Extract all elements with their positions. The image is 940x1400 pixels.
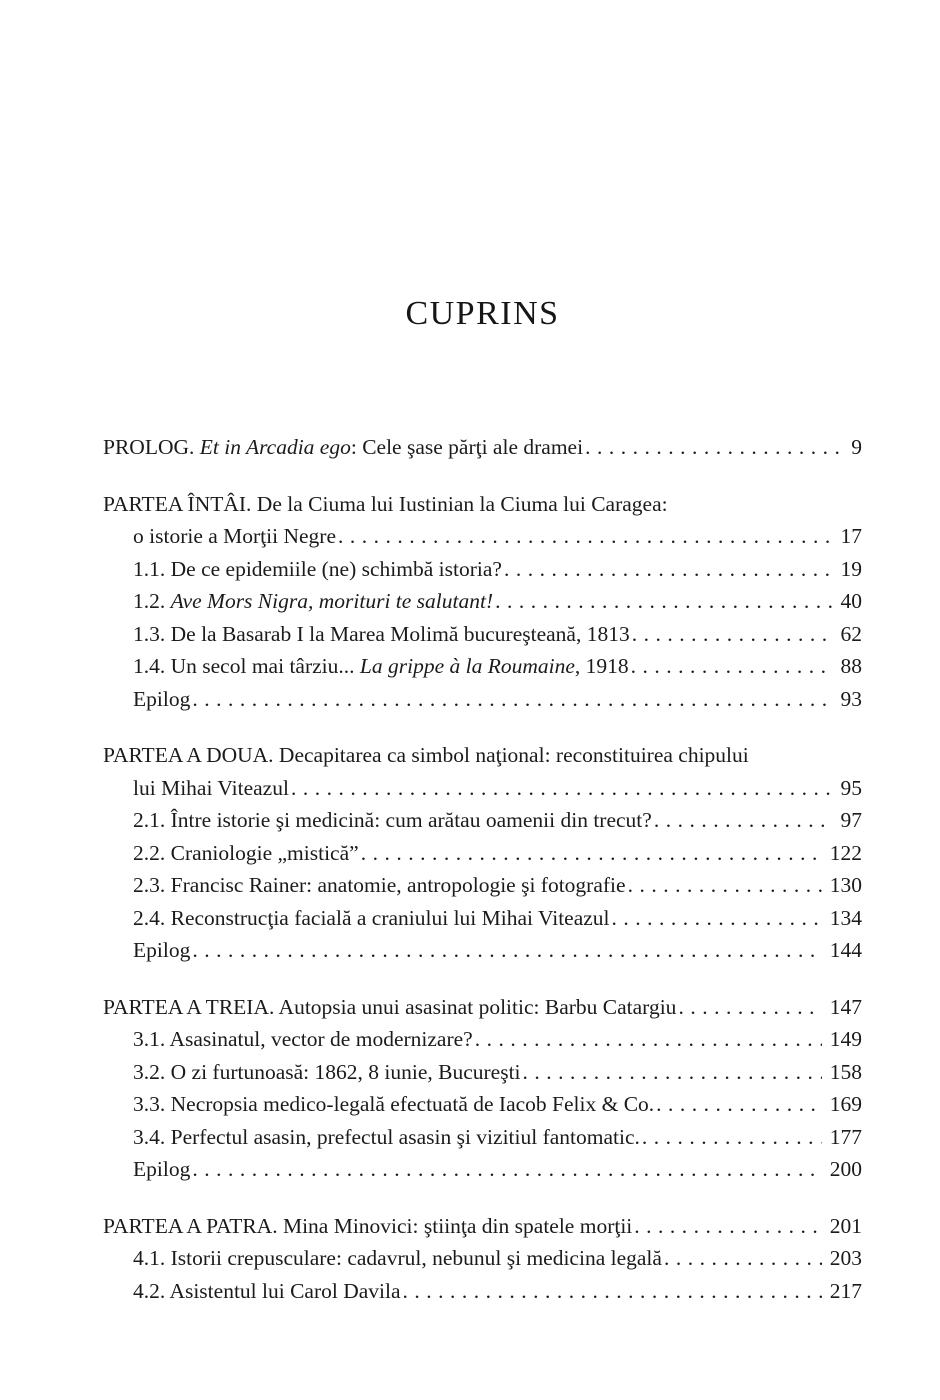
entry-segment: 2.2. Craniologie „mistică” bbox=[133, 840, 359, 865]
toc-entry bbox=[103, 772, 862, 805]
page-number: 93 bbox=[840, 686, 862, 711]
entry-segment: lui Mihai Viteazul bbox=[133, 775, 289, 800]
page-number: 122 bbox=[829, 840, 862, 865]
entry-segment: Epilog bbox=[133, 686, 191, 711]
page-number: 130 bbox=[829, 873, 862, 897]
dot-leader bbox=[495, 585, 832, 618]
dot-leader bbox=[504, 553, 833, 586]
page-number: 134 bbox=[829, 905, 862, 930]
entry-text bbox=[103, 1210, 632, 1243]
dot-leader bbox=[338, 520, 832, 553]
toc-entry bbox=[103, 431, 862, 464]
toc-entry bbox=[103, 804, 862, 837]
entry-text bbox=[133, 650, 629, 683]
entry-segment: 1.4. Un secol mai târziu... bbox=[133, 654, 360, 678]
toc-entry bbox=[103, 1275, 862, 1308]
toc-entry bbox=[103, 488, 862, 521]
entry-text bbox=[133, 804, 652, 837]
page-number: 19 bbox=[840, 556, 862, 581]
dot-leader bbox=[192, 683, 832, 716]
toc-entry bbox=[103, 683, 862, 716]
toc-entry bbox=[103, 869, 862, 902]
entry-segment: PARTEA A TREIA. Autopsia unui asasinat politic: Barbu Catargiu bbox=[103, 994, 677, 1019]
dot-leader bbox=[192, 934, 821, 967]
dot-leader bbox=[634, 1210, 821, 1243]
dot-leader bbox=[192, 1153, 821, 1186]
entry-text bbox=[133, 520, 336, 553]
toc-list bbox=[103, 431, 862, 1307]
page-number: 97 bbox=[840, 808, 862, 832]
entry-segment: o istorie a Morţii Negre bbox=[133, 524, 337, 548]
toc-entry bbox=[103, 739, 862, 772]
toc-entry bbox=[103, 1121, 862, 1154]
entry-segment: PARTEA A DOUA. Decapitarea ca simbol naţional: reconstituirea chipului bbox=[103, 743, 749, 767]
entry-segment: 1.3. De la Basarab I la Marea Molimă bucureşteană, 1813 bbox=[133, 621, 630, 646]
entry-segment: 2.3. Francisc Rainer: anatomie, antropologie şi fotografie bbox=[133, 873, 626, 897]
entry-segment: Et in Arcadia ego bbox=[199, 435, 351, 459]
entry-segment: PARTEA A PATRA. Mina Minovici: ştiinţa din spatele morţii bbox=[103, 1213, 633, 1238]
dot-leader bbox=[678, 991, 821, 1024]
dot-leader bbox=[612, 902, 822, 935]
toc-entry bbox=[103, 1023, 862, 1056]
entry-segment: PROLOG. bbox=[103, 435, 200, 459]
entry-segment: 3.1. Asasinatul, vector de modernizare? bbox=[133, 1027, 473, 1051]
entry-text bbox=[133, 683, 190, 716]
entry-segment: 2.4. Reconstrucţia facială a craniului lui Mihai Viteazul bbox=[133, 905, 610, 930]
dot-leader bbox=[628, 869, 822, 902]
entry-segment: 3.4. Perfectul asasin, prefectul asasin şi vizitiul fantomatic. bbox=[133, 1124, 640, 1149]
page-number: 203 bbox=[829, 1246, 862, 1270]
entry-text bbox=[133, 618, 630, 651]
dot-leader bbox=[631, 650, 833, 683]
toc-entry bbox=[103, 934, 862, 967]
dot-leader bbox=[632, 618, 833, 651]
dot-leader bbox=[642, 1121, 822, 1154]
page-number: 149 bbox=[829, 1027, 862, 1051]
toc-entry bbox=[103, 1056, 862, 1089]
toc-entry bbox=[103, 837, 862, 870]
page-number: 147 bbox=[829, 994, 862, 1019]
entry-text bbox=[133, 585, 493, 618]
entry-segment: 4.1. Istorii crepusculare: cadavrul, nebunul şi medicina legală bbox=[133, 1246, 662, 1270]
entry-text bbox=[133, 869, 626, 902]
page-number: 200 bbox=[829, 1157, 862, 1181]
entry-text bbox=[133, 772, 289, 805]
entry-segment: , 1918 bbox=[574, 654, 629, 678]
page-number: 158 bbox=[829, 1059, 862, 1084]
page-number: 17 bbox=[840, 524, 862, 548]
entry-segment: PARTEA ÎNTÂI. De la Ciuma lui Iustinian la Ciuma lui Caragea: bbox=[103, 491, 668, 516]
entry-segment: 1.1. De ce epidemiile (ne) schimbă istoria? bbox=[133, 556, 502, 581]
toc-entry bbox=[103, 1210, 862, 1243]
toc-entry bbox=[103, 553, 862, 586]
entry-text bbox=[133, 1056, 521, 1089]
dot-leader bbox=[403, 1275, 822, 1308]
page-number: 95 bbox=[840, 775, 862, 800]
entry-text bbox=[133, 934, 190, 967]
page-number: 177 bbox=[829, 1124, 862, 1149]
page-title: CUPRINS bbox=[405, 295, 560, 332]
page-number: 144 bbox=[829, 938, 862, 962]
toc-entry bbox=[103, 618, 862, 651]
dot-leader bbox=[291, 772, 833, 805]
page-number: 9 bbox=[851, 435, 862, 459]
toc-entry bbox=[103, 1088, 862, 1121]
toc-entry bbox=[103, 991, 862, 1024]
entry-segment: 3.3. Necropsia medico-legală efectuată de Iacob Felix & Co. bbox=[133, 1092, 655, 1116]
entry-text bbox=[133, 1121, 640, 1154]
dot-leader bbox=[361, 837, 822, 870]
toc-entry bbox=[103, 1242, 862, 1275]
entry-segment: La grippe à la Roumaine bbox=[359, 654, 575, 678]
page-number: 169 bbox=[829, 1092, 862, 1116]
entry-text bbox=[103, 488, 668, 521]
toc-entry bbox=[103, 520, 862, 553]
toc-entry bbox=[103, 650, 862, 683]
entry-segment: 1.2. bbox=[133, 589, 171, 613]
entry-segment: Epilog bbox=[133, 1157, 191, 1181]
entry-text bbox=[133, 1275, 401, 1308]
entry-segment: 2.1. Între istorie şi medicină: cum arătau oamenii din trecut? bbox=[133, 808, 652, 832]
toc-entry bbox=[103, 1153, 862, 1186]
entry-segment: Ave Mors Nigra, morituri te salutant! bbox=[170, 589, 494, 613]
entry-text bbox=[133, 902, 610, 935]
toc-entry bbox=[103, 585, 862, 618]
dot-leader bbox=[664, 1242, 822, 1275]
entry-text bbox=[133, 1088, 654, 1121]
dot-leader bbox=[654, 804, 833, 837]
dot-leader bbox=[656, 1088, 822, 1121]
entry-text bbox=[133, 1153, 190, 1186]
entry-segment: 3.2. O zi furtunoasă: 1862, 8 iunie, Bucureşti bbox=[133, 1059, 521, 1084]
entry-segment: : Cele şase părţi ale dramei bbox=[350, 435, 584, 459]
entry-segment: 4.2. Asistentul lui Carol Davila bbox=[133, 1278, 401, 1303]
entry-text bbox=[133, 553, 502, 586]
entry-text bbox=[133, 837, 359, 870]
page-number: 88 bbox=[840, 654, 862, 678]
entry-text bbox=[133, 1023, 473, 1056]
page-number: 201 bbox=[829, 1213, 862, 1238]
entry-text bbox=[103, 991, 676, 1024]
entry-segment: Epilog bbox=[133, 938, 191, 962]
dot-leader bbox=[475, 1023, 822, 1056]
dot-leader bbox=[585, 431, 843, 464]
entry-text bbox=[103, 431, 583, 464]
entry-text bbox=[133, 1242, 662, 1275]
page-number: 217 bbox=[829, 1278, 862, 1303]
toc-entry bbox=[103, 902, 862, 935]
page-number: 40 bbox=[840, 589, 862, 613]
entry-text bbox=[103, 739, 749, 772]
page-number: 62 bbox=[840, 621, 862, 646]
dot-leader bbox=[523, 1056, 822, 1089]
